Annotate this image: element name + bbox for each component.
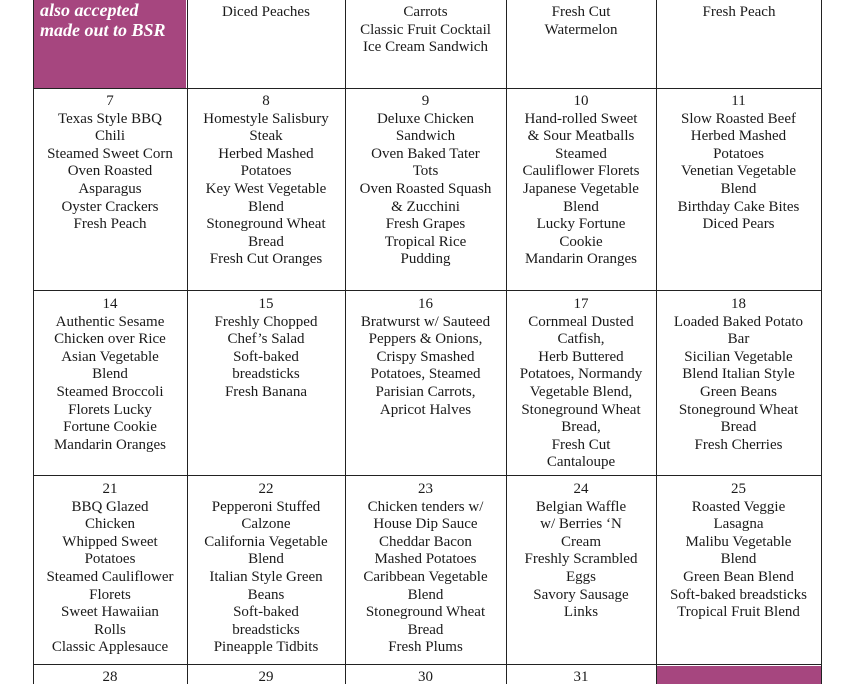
menu-item: Soft-baked breadsticks [669,586,808,603]
grid-line [187,0,188,684]
calendar-cell-day [33,296,187,475]
calendar-cell-partial [187,4,345,88]
menu-item: Oven Baked Tater [371,145,480,162]
day-number: 16 [418,296,433,312]
grid-line [821,0,822,684]
calendar-cell-day [187,481,345,664]
menu-item: Roasted Veggie [691,498,786,515]
menu-item: Birthday Cake Bites [677,198,800,215]
menu-item: Pudding [400,251,451,268]
menu-item: Freshly Scrambled [524,551,638,568]
menu-item: Whipped Sweet [62,533,158,550]
menu-item: Lasagna [713,516,764,533]
menu-item: Pineapple Tidbits [213,639,319,656]
menu-item: Calzone [241,516,291,533]
menu-item: Deluxe Chicken [376,110,475,127]
menu-item: Mandarin Oranges [524,251,638,268]
menu-item: Tots [412,163,439,180]
grid-line [33,290,822,291]
menu-item: Diced Pears [702,216,775,233]
menu-item: Soft-baked [233,604,299,621]
menu-item: Steamed Cauliflower [46,568,174,585]
menu-item: Blend [720,180,757,197]
menu-item: Fortune Cookie [63,419,157,436]
menu-item: Stoneground Wheat [365,604,486,621]
calendar-cell-day [656,296,821,475]
day-number: 10 [573,93,589,109]
menu-item: Fresh Peach [702,4,776,20]
calendar-cell-day [345,669,506,684]
menu-item: Potatoes [240,163,292,180]
calendar-cell-partial [656,4,822,88]
menu-item: Potatoes [84,551,136,568]
day-number: 21 [102,481,118,497]
grid-line [506,0,507,684]
menu-item: Stoneground Wheat [521,401,641,418]
day-number: 8 [262,93,270,109]
grid-line [33,475,822,476]
menu-item: Cream [561,533,601,550]
menu-item: Bread [720,419,757,436]
menu-item: Mandarin Oranges [53,436,167,453]
menu-item: Vegetable Blend, [529,383,633,400]
menu-item: Fresh Cut [551,4,611,20]
menu-item: Chicken over Rice [54,331,166,348]
day-number: 7 [106,93,114,109]
calendar-cell-day [33,669,187,684]
menu-item: Apricot Halves [379,401,472,418]
menu-item: Chicken [85,516,135,533]
menu-item: Sicilian Vegetable [684,348,793,365]
calendar-cell-day [187,669,345,684]
calendar-cell-day [345,481,506,664]
menu-item: Soft-baked [233,348,299,365]
menu-item: Stoneground Wheat [206,216,326,233]
menu-item: Steak [249,128,283,145]
menu-item: Potatoes, Steamed [370,366,481,383]
menu-item: Cauliflower Florets [522,163,640,180]
menu-item: Freshly Chopped [214,313,318,330]
menu-item: Diced Peaches [222,4,310,20]
menu-item: Tropical Rice [384,233,467,250]
menu-item: Asian Vegetable [61,348,159,365]
menu-item: Cantaloupe [546,454,616,471]
menu-item: Belgian Waffle [535,498,627,515]
menu-item: House Dip Sauce [373,516,478,533]
calendar-cell-day [187,296,345,475]
day-number: 28 [102,669,118,684]
menu-item: Stoneground Wheat [678,401,799,418]
menu-item: Steamed Sweet Corn [47,145,173,162]
menu-item: Beans [247,586,285,603]
menu-item: Steamed Broccoli [56,383,164,400]
menu-item: BBQ Glazed [71,498,149,515]
menu-item: Chicken tenders w/ [367,498,484,515]
menu-item: Asparagus [78,180,142,197]
menu-item: Blend [407,586,444,603]
menu-item: Tropical Fruit Blend [677,604,800,621]
calendar-cell-day [506,93,656,290]
menu-item: Fresh Grapes [385,216,466,233]
menu-item: Classic Applesauce [51,639,169,656]
menu-item: Parisian Carrots, [375,383,476,400]
menu-item: Cookie [559,233,603,250]
menu-item: Key West Vegetable [205,180,327,197]
menu-item: Links [563,604,599,621]
menu-item: Fresh Peach [73,216,147,233]
menu-item: Sweet Hawaiian [61,604,159,621]
day-number: 17 [573,296,589,312]
menu-item: Herbed Mashed [690,128,787,145]
decorative-panel [657,666,821,684]
payment-notice-box [33,0,186,88]
menu-item: Fresh Cut [551,436,611,453]
menu-item: Steamed [555,145,607,162]
day-number: 11 [731,93,746,109]
menu-item: Mashed Potatoes [374,551,477,568]
menu-item: Caribbean Vegetable [363,568,488,585]
menu-item: Classic Fruit Cocktail [360,21,491,38]
calendar-cell-partial [506,4,656,88]
day-number: 18 [731,296,746,312]
menu-item: Green Beans [699,383,778,400]
payment-notice-text [40,0,166,40]
menu-item: Chef’s Salad [227,331,305,348]
menu-item: Venetian Vegetable [680,163,797,180]
menu-item: Bread [407,621,444,638]
day-number: 30 [418,669,433,684]
grid-line [33,664,822,665]
calendar-cell-day [656,93,821,290]
menu-item: Hand-rolled Sweet [524,110,638,127]
menu-item: California Vegetable [204,533,328,550]
menu-item: Green Bean Blend [683,568,794,585]
grid-line [33,88,822,89]
menu-item: Eggs [566,568,596,585]
day-number: 14 [102,296,118,312]
calendar-cell-day [506,669,656,684]
menu-item: Malibu Vegetable [685,533,792,550]
menu-item: Oyster Crackers [61,198,159,215]
day-number: 29 [258,669,274,684]
grid-line [33,0,34,684]
calendar-cell-day [345,296,506,475]
menu-item: Pepperoni Stuffed [211,498,321,515]
menu-item: Ice Cream Sandwich [363,39,488,56]
menu-item: Rolls [94,621,126,638]
calendar-cell-day [33,93,187,290]
menu-item: Blend [720,551,757,568]
menu-item: Carrots [403,4,448,20]
menu-item: Japanese Vegetable [523,180,639,197]
calendar-cell-partial [345,4,506,88]
day-number: 23 [418,481,433,497]
calendar-cell-day [506,296,656,475]
menu-item: Bread [248,233,284,250]
menu-item: w/ Berries ‘N [540,516,622,533]
menu-item: Fresh Plums [388,639,463,656]
calendar-cell-day [33,481,187,664]
payment-notice-line: also accepted [40,0,139,20]
grid-line [345,0,346,684]
menu-item: Peppers & Onions, [368,331,483,348]
day-number: 24 [573,481,589,497]
calendar-cell-day [345,93,506,290]
payment-notice-line: made out to BSR [40,20,166,40]
menu-item: Fresh Banana [224,383,308,400]
day-number: 9 [421,93,430,109]
menu-item: Texas Style BBQ [58,110,162,127]
menu-item: Bread, [561,419,601,436]
menu-item: Authentic Sesame [55,313,165,330]
menu-item: Sandwich [395,128,456,145]
menu-item: Savory Sausage [533,586,629,603]
menu-item: Watermelon [544,21,618,38]
menu-item: Cheddar Bacon [379,533,472,550]
menu-item: Fresh Cut Oranges [209,251,323,268]
menu-item: Blend [248,551,284,568]
menu-item: Slow Roasted Beef [681,110,796,127]
menu-item: Blend Italian Style [682,366,795,383]
menu-item: Cornmeal Dusted [528,313,634,330]
menu-item: breadsticks [232,621,300,638]
menu-item: Herbed Mashed [218,145,314,162]
calendar-cell-day [656,481,821,664]
menu-item: Bar [727,331,750,348]
menu-item: Italian Style Green [209,568,323,585]
menu-item: Chili [94,128,125,145]
menu-item: Crispy Smashed [376,348,475,365]
menu-item: Fresh Cherries [694,436,783,453]
grid-line [656,0,657,684]
menu-item: Catfish, [557,331,605,348]
menu-item: breadsticks [232,366,300,383]
menu-item: Blend [92,366,128,383]
menu-item: Blend [563,198,599,215]
menu-item: Potatoes [713,145,764,162]
menu-item: Oven Roasted Squash [359,180,492,197]
menu-item: Oven Roasted [67,163,153,180]
menu-item: & Zucchini [391,198,460,215]
menu-item: Florets [89,586,131,603]
day-number: 31 [573,669,589,684]
menu-item: Potatoes, Normandy [519,366,643,383]
menu-item: Homestyle Salisbury [203,110,329,127]
calendar-cell-day [506,481,656,664]
day-number: 15 [258,296,274,312]
menu-item: Blend [248,198,284,215]
menu-item: Herb Buttered [538,348,624,365]
menu-item: & Sour Meatballs [527,128,635,145]
menu-item: Bratwurst w/ Sauteed [360,313,491,330]
day-number: 25 [731,481,746,497]
menu-item: Loaded Baked Potato [673,313,804,330]
calendar-cell-day [187,93,345,290]
menu-item: Lucky Fortune [536,216,626,233]
menu-item: Florets Lucky [68,401,152,418]
day-number: 22 [258,481,274,497]
